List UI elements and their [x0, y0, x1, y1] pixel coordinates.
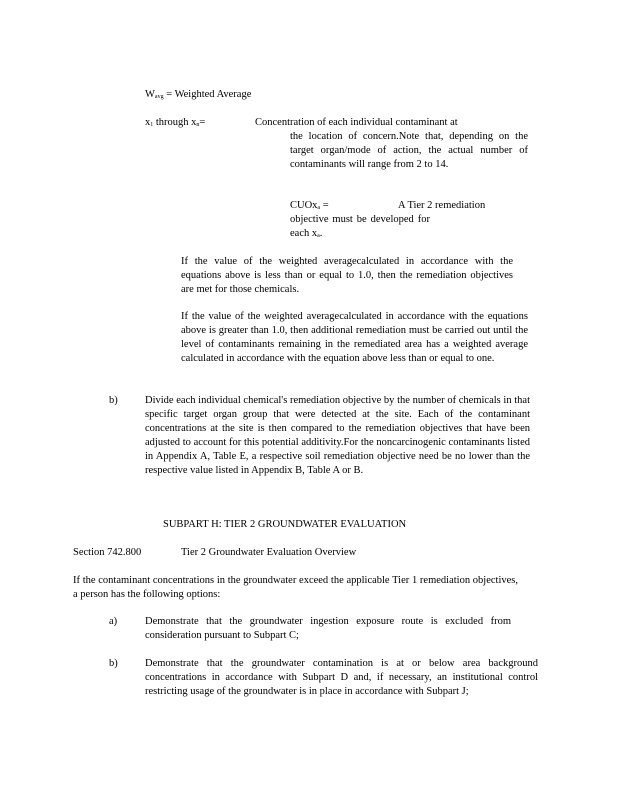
x-subscript-1: 1	[150, 122, 154, 128]
wavg-description: = Weighted Average	[166, 89, 252, 100]
cuo-continuation-period: .	[319, 228, 323, 239]
cuo-definition-first-line: A Tier 2 remediation	[398, 200, 486, 211]
cuo-definition-continuation	[290, 213, 430, 243]
cuo-equals: =	[322, 200, 329, 211]
x-subscript-n: n	[196, 122, 200, 128]
x-equals: =	[199, 117, 206, 128]
x-symbol: x	[145, 117, 151, 128]
weighted-average-less-paragraph: If the value of the weighted averagecalculated in accordance with the equations above is less than or equal to 1.0, then the remediation objectives are met for those chemicals.	[181, 256, 513, 295]
x-range-term	[145, 116, 205, 132]
option-a-label: a)	[109, 616, 118, 627]
option-b-text: Demonstrate that the groundwater contamination is at or below area background concentrations in accordance with Subpart D and, if necessary, an institutional control restricting usage of the groundwater is in place in accordance with Subpart J;	[145, 658, 538, 697]
cuo-continuation-subscript: a	[317, 233, 320, 239]
weighted-average-greater-paragraph: If the value of the weighted averagecalculated in accordance with the equations above is greater than 1.0, then additional remediation must be carried out until the level of contaminants remaining in the remediated area has a weighted average calculated in accordance with the equation above less than or equal to one.	[181, 311, 528, 364]
x-definition-first-line: Concentration of each individual contaminant at	[255, 117, 458, 128]
cuo-continuation-text: objective must be developed for each x	[290, 214, 430, 239]
option-a-text: Demonstrate that the groundwater ingestion exposure route is excluded from consideration pursuant to Subpart C;	[145, 616, 511, 641]
wavg-subscript: avg	[154, 94, 164, 100]
cuo-symbol: CUOx	[290, 200, 318, 211]
wavg-symbol: W	[145, 89, 155, 100]
section-title: Tier 2 Groundwater Evaluation Overview	[181, 547, 357, 558]
subpart-heading: SUBPART H: TIER 2 GROUNDWATER EVALUATION	[163, 519, 407, 530]
intro-paragraph: If the contaminant concentrations in the groundwater exceed the applicable Tier 1 remediation objectives, a person has the following options:	[73, 575, 518, 600]
section-number: Section 742.800	[73, 547, 142, 558]
cuo-subscript: a	[317, 205, 321, 211]
wavg-definition	[145, 88, 251, 104]
x-definition-continuation: the location of concern.Note that, depending on the target organ/mode of action, the actual number of contaminants will range from 2 to 14.	[290, 131, 528, 170]
item-b-text: Divide each individual chemical's remediation objective by the number of chemicals in that specific target organ group that were detected at the site. Each of the contaminant concentrations at the site is then compared to the remediation objectives that have been adjusted to account for this potential additivity.For the noncarcinogenic contaminants listed in Appendix A, Table E, a respective soil remediation objective need be no lower than the respective value listed in Appendix B, Table A or B.	[145, 395, 530, 476]
item-b-label: b)	[109, 395, 118, 406]
x-symbol-end: x	[191, 117, 197, 128]
option-b-label: b)	[109, 658, 118, 669]
x-through-word: through	[155, 117, 189, 128]
